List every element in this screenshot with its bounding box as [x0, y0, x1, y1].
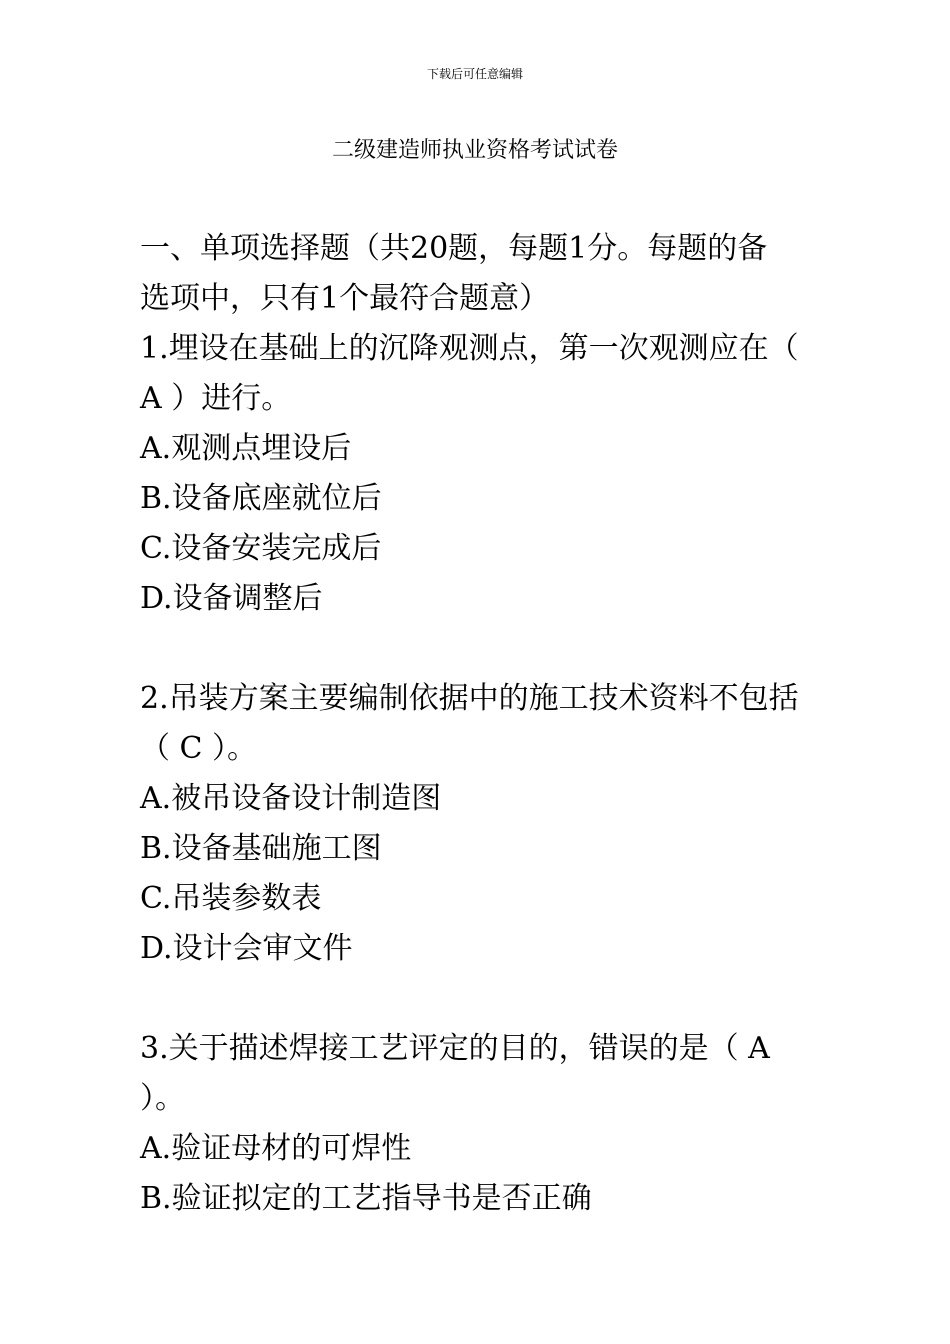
question-2-option-c: C.吊装参数表 [140, 881, 322, 916]
document-body [140, 224, 852, 1224]
header-note: 下载后可任意编辑 [426, 67, 523, 81]
question-2-option-b: B.设备基础施工图 [140, 831, 382, 866]
question-2-option-d: D.设计会审文件 [140, 931, 353, 966]
question-3-stem-line-2: ）。 [140, 1081, 185, 1116]
question-2-stem-line-1: 2.吊装方案主要编制依据中的施工技术资料不包括 [140, 681, 799, 716]
question-1-stem-line-2: A ）进行。 [140, 381, 292, 416]
question-1-option-c: C.设备安装完成后 [140, 531, 382, 566]
question-2-stem-line-2: （ C ）。 [140, 731, 258, 766]
question-3-option-b: B.验证拟定的工艺指导书是否正确 [140, 1181, 592, 1216]
page-title: 二级建造师执业资格考试试卷 [331, 138, 618, 163]
section-heading-line-2: 选项中，只有1个最符合题意） [140, 281, 550, 316]
question-1-option-a: A.观测点埋设后 [140, 431, 352, 466]
question-3-option-a: A.验证母材的可焊性 [140, 1131, 412, 1166]
section-heading-line-1: 一、单项选择题（共20题，每题1分。每题的备 [140, 231, 768, 266]
question-1-stem-line-1: 1.埋设在基础上的沉降观测点，第一次观测应在（ [140, 331, 799, 366]
question-1-option-d: D.设备调整后 [140, 581, 323, 616]
question-3-stem-line-1: 3.关于描述焊接工艺评定的目的，错误的是（ A [140, 1031, 770, 1066]
question-spacer [140, 624, 852, 674]
question-2-option-a: A.被吊设备设计制造图 [140, 781, 442, 816]
question-spacer [140, 974, 852, 1024]
question-1-option-b: B.设备底座就位后 [140, 481, 382, 516]
